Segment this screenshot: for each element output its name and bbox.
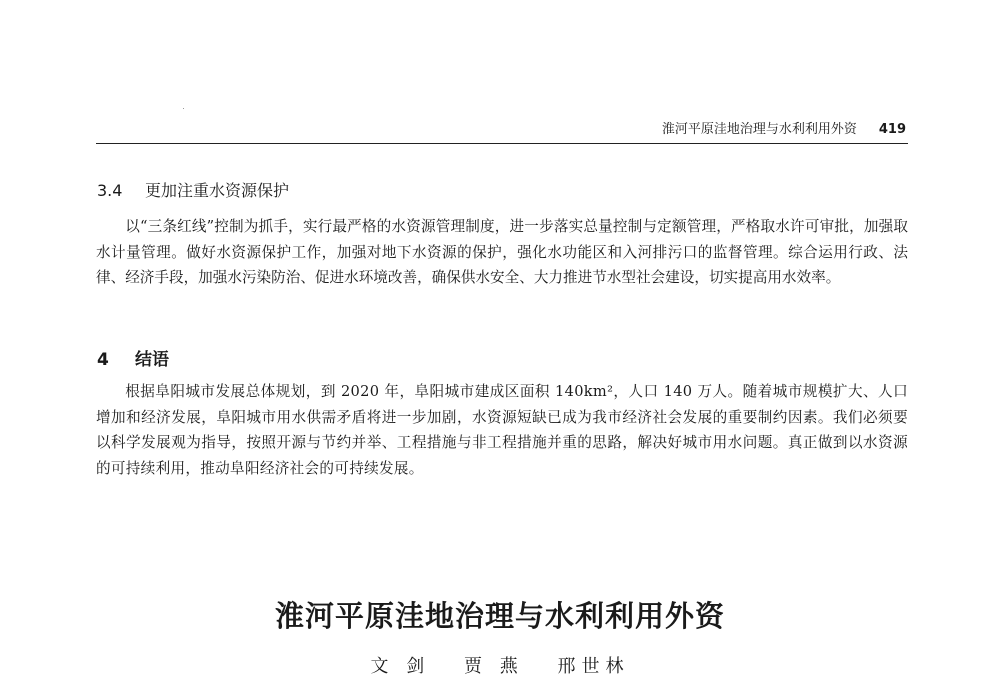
section-title: 结语 [135,350,169,370]
author-line [0,652,1000,678]
scan-speck [183,108,184,109]
running-head [96,118,906,137]
section-heading-3-4 [97,178,289,201]
conclusion-paragraph: 根据阜阳城市发展总体规划，到 2020 年，阜阳城市建成区面积 140km²，人口 140 万人。随着城市规模扩大、人口增加和经济发展，阜阳城市用水供需矛盾将进一步加剧，水资源短缺已成为我市经济社会发展的重要制约因素。我们必须要以科学发展观为指导，按照开源与节约并举、工程措施与非工程措施并重的思路，解决好城市用水问题。真正做到以水资源的可持续利用，推动阜阳经济社会的可持续发展。 [96,383,908,477]
page-number: 419 [878,122,906,137]
author-name: 贾 燕 [464,656,524,677]
author-name: 文 剑 [370,656,431,677]
section-3-4-paragraph: 以“三条红线”控制为抓手，实行最严格的水资源管理制度，进一步落实总量控制与定额管理，严格取水许可审批，加强取水计量管理。做好水资源保护工作，加强对地下水资源的保护，强化水功能区和入河排污口的监督管理。综合运用行政、法律、经济手段，加强水污染防治、促进水环境改善，确保供水安全、大力推进节水型社会建设，切实提高用水效率。 [96,218,908,286]
section-title: 更加注重水资源保护 [145,181,290,200]
header-rule [96,143,908,144]
article-title: 淮河平原洼地治理与水利利用外资 [274,599,725,633]
running-head-title: 淮河平原洼地治理与水利利用外资 [661,122,857,137]
section-number: 3.4 [97,181,123,200]
section-heading-4 [97,345,169,370]
section-number: 4 [97,350,109,370]
author-name: 邢世林 [557,656,630,677]
